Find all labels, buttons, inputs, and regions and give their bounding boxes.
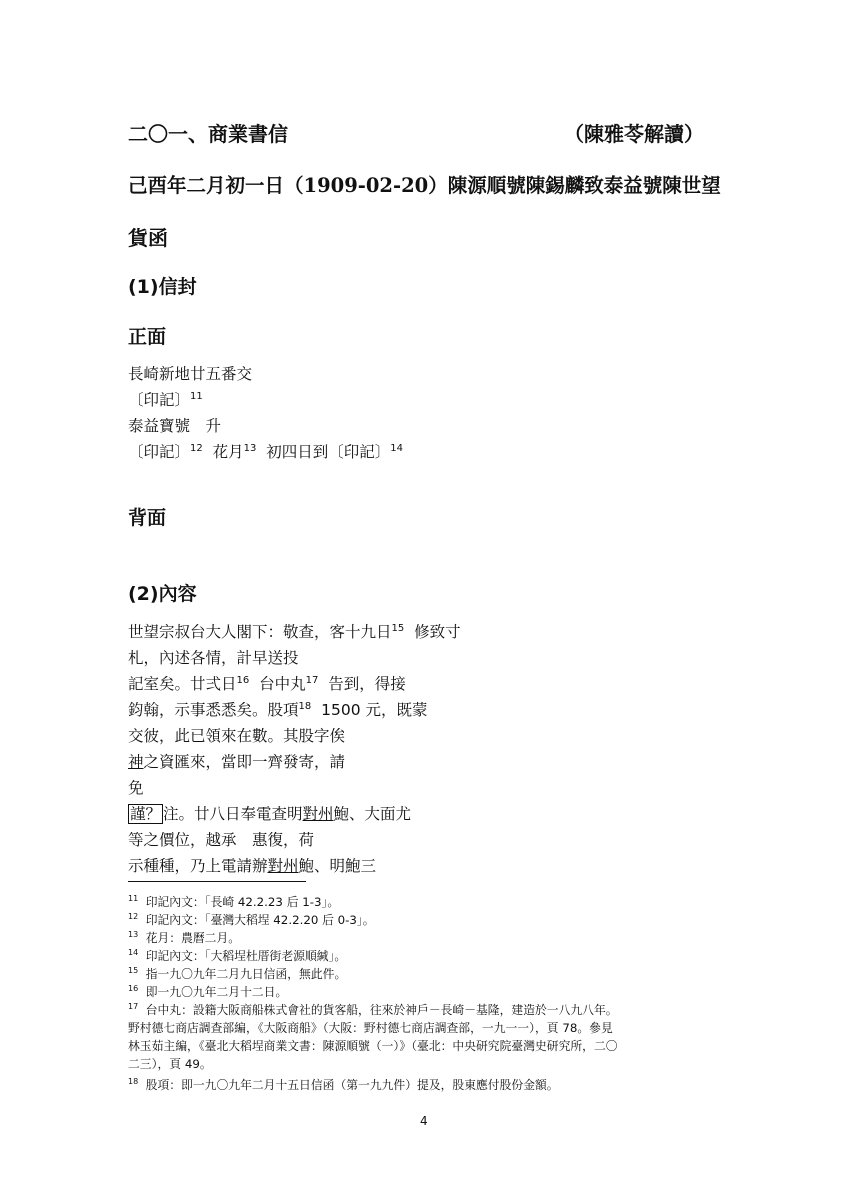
stamp-mark: 〔印記〕 xyxy=(128,443,191,461)
letter-text: 台中丸 xyxy=(259,675,306,693)
letter-line xyxy=(128,620,461,642)
letter-line xyxy=(128,750,345,772)
footnote-ref: 17 xyxy=(305,674,319,686)
footnote-ref: 18 xyxy=(298,700,312,712)
letter-line xyxy=(128,802,411,824)
letter-line: 交彼，此已領來在數。其股字俟 xyxy=(128,727,346,745)
footnote-number: 13 xyxy=(128,930,139,940)
footnote-number: 11 xyxy=(128,894,139,904)
envelope-front-line: 長崎新地廿五番交 xyxy=(128,365,253,383)
back-label: 背面 xyxy=(128,507,167,529)
transcriber-credit: （陳雅苓解讀） xyxy=(564,122,704,146)
letter-text: 鮑、明鮑三 xyxy=(298,857,377,875)
letter-line xyxy=(128,698,427,720)
footnote xyxy=(128,911,375,928)
footnote xyxy=(128,1001,618,1018)
footnote xyxy=(128,983,287,1000)
footnote-text: 台中丸：設籍大阪商船株式會社的貨客船，往來於神戶－長崎－基隆，建造於一八九八年。 xyxy=(145,1003,618,1017)
footnote-text: 印記內文：「長崎 42.2.23 后 1-3」。 xyxy=(145,895,340,909)
envelope-front-line xyxy=(128,440,403,462)
letter-text: 1500 元，既蒙 xyxy=(321,701,428,719)
letter-text: 記室矣。廿弍日 xyxy=(128,675,237,693)
footnote-number: 17 xyxy=(128,1002,139,1012)
footnote-number: 12 xyxy=(128,912,139,922)
illegible-box: 謹？ xyxy=(130,805,162,823)
footnote-text: 即一九〇九年二月十二日。 xyxy=(145,985,288,999)
letter-text: 鈞翰，示事悉悉矣。股項 xyxy=(128,701,299,719)
footnote-ref: 11 xyxy=(190,390,203,402)
footnote-number: 14 xyxy=(128,948,139,958)
envelope-heading: (1)信封 xyxy=(128,276,197,298)
letter-line: 札，內述各情，計早送投 xyxy=(128,649,299,667)
footnote-ref: 13 xyxy=(243,442,257,454)
footnote-text: 印記內文：「臺灣大稻埕 42.2.20 后 0-3」。 xyxy=(145,913,375,927)
underlined-word: 對州 xyxy=(267,857,299,875)
letter-text: 鮑、大面尤 xyxy=(333,805,412,823)
footnote xyxy=(128,893,339,910)
footnote-text: 股項：即一九〇九年二月十五日信函（第一九九件）提及，股東應付股份金額。 xyxy=(145,1078,559,1092)
footnote-number: 16 xyxy=(128,984,139,994)
envelope-front-line: 泰益寶號 升 xyxy=(128,417,222,435)
arrival-text: 初四日到〔印記〕 xyxy=(266,443,391,461)
document-type: 貨函 xyxy=(128,226,168,250)
envelope-front-line xyxy=(128,388,203,410)
footnote-number: 18 xyxy=(128,1077,139,1087)
underlined-word: 神 xyxy=(128,753,144,771)
letter-text: 示種種，乃上電請辦 xyxy=(128,857,268,875)
month-text: 花月 xyxy=(212,443,244,461)
footnote xyxy=(128,929,240,946)
letter-line xyxy=(128,672,406,694)
footnote-number: 15 xyxy=(128,966,139,976)
footnote-text: 花月：農曆二月。 xyxy=(145,931,241,945)
letter-text: 世望宗叔台大人閣下：敬查，客十九日 xyxy=(128,623,392,641)
front-label: 正面 xyxy=(128,326,167,348)
footnote xyxy=(128,965,346,982)
letter-text: 注。廿八日奉電查明 xyxy=(163,805,303,823)
page-number: 4 xyxy=(420,1114,428,1128)
letter-line: 免 xyxy=(128,779,144,797)
footnote-ref: 16 xyxy=(236,674,250,686)
letter-text: 告到，得接 xyxy=(328,675,406,693)
footnote-continuation: 二三），頁 49。 xyxy=(128,1057,212,1071)
section-title: 二〇一、商業書信 xyxy=(128,122,288,146)
footnote-separator xyxy=(128,881,306,882)
letter-line: 等之價位，越承 惠復，荷 xyxy=(128,831,315,849)
footnote-ref: 12 xyxy=(190,442,203,454)
footnote xyxy=(128,1076,559,1093)
letter-line xyxy=(128,854,376,876)
letter-text: 修致寸 xyxy=(414,623,461,641)
footnote-continuation: 野村德七商店調查部編，《大阪商船》（大阪：野村德七商店調查部，一九一一），頁 78。參見 xyxy=(128,1021,613,1035)
footnote xyxy=(128,947,346,964)
content-heading: (2)內容 xyxy=(128,583,197,605)
footnote-text: 印記內文：「大稻埕杜厝街老源順緘」。 xyxy=(145,949,347,963)
document-subtitle: 己酉年二月初一日（1909-02-20）陳源順號陳錫麟致泰益號陳世望 xyxy=(128,174,721,197)
footnote-ref: 15 xyxy=(391,622,405,634)
letter-text: 之資匯來，當即一齊發寄，請 xyxy=(143,753,346,771)
stamp-mark: 〔印記〕 xyxy=(128,391,191,409)
footnote-text: 指一九〇九年二月九日信函，無此件。 xyxy=(145,967,347,981)
footnote-ref: 14 xyxy=(390,442,403,454)
footnote-continuation: 林玉茹主編，《臺北大稻埕商業文書：陳源順號（一）》（臺北：中央研究院臺灣史研究所，二〇 xyxy=(128,1039,618,1053)
underlined-word: 對州 xyxy=(302,805,334,823)
